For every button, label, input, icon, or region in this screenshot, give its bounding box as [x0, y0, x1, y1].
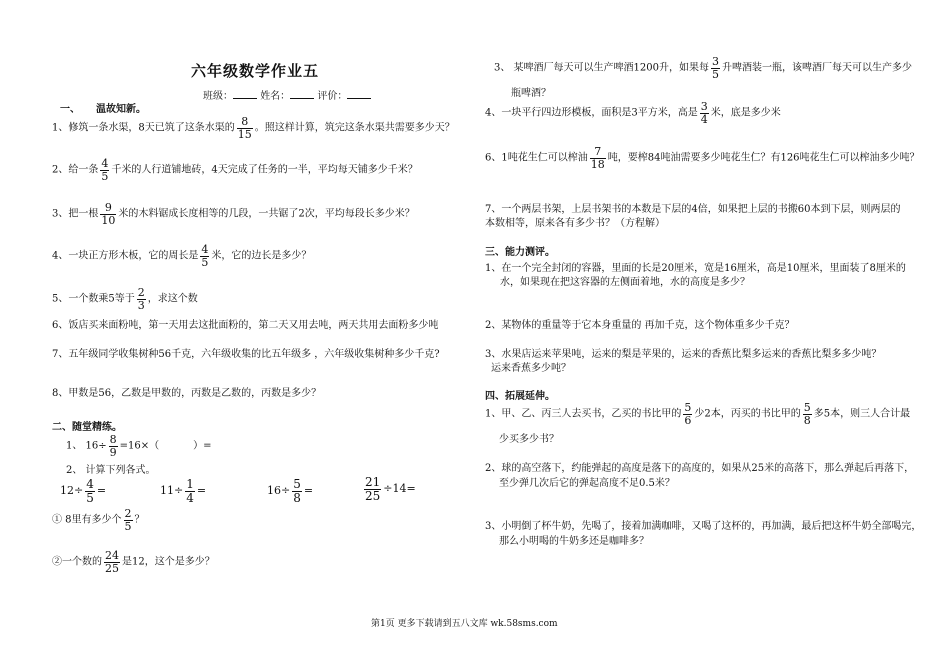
question-t2-cont: 至少弹几次后它的弹起高度不足0.5米？	[499, 478, 675, 489]
section-1-heading: 一、 温故知新。	[60, 104, 146, 115]
question-4: 4、一块正方形木板，它的周长是 $\frac{4}{5}$ 米，它的边长是多少？	[52, 243, 312, 269]
question-6: 6、饭店买来面粉吨，第一天用去这批面粉的，第二天又用去吨，两天共用去面粉多少吨	[52, 320, 439, 331]
calc-2: 11÷ $\frac{1}{4}$ =	[160, 477, 207, 505]
calc-question-2: ②一个数的 $\frac{24}{25}$ 是12，这个是多少？	[52, 549, 215, 575]
question-t3-cont: 那么小明喝的牛奶多还是咖啡多？	[499, 536, 649, 547]
question-s3-cont: 运来香蕉多少吨？	[491, 363, 571, 374]
calc-4: $\frac{21}{25}$ ÷14=	[365, 475, 416, 503]
question-3: 3、把一根 $\frac{9}{10}$ 米的木料锯成长度相等的几段，一共锯了2次，平均每段长多少米？	[52, 201, 415, 227]
section-2-heading: 二、随堂精练。	[52, 422, 122, 433]
section-4-heading: 四、拓展延伸。	[485, 391, 555, 402]
question-t1-cont: 少买多少书？	[499, 434, 559, 445]
question-t3: 3、小明倒了杯牛奶，先喝了，接着加满咖啡，又喝了这杯的，再加满，最后把这杯牛奶全部喝完，	[485, 521, 922, 532]
question-5: 5、一个数乘5等于 $\frac{2}{3}$ ，求这个数	[52, 286, 198, 312]
calc-question-1: ① 8里有多少个 $\frac{2}{5}$ ？	[52, 507, 145, 533]
question-r7: 7、一个两层书架，上层书架书的本数是下层的4倍，如果把上层的书搬60本到下层，则两层的	[485, 204, 901, 215]
name-label: 姓名：	[260, 91, 291, 102]
question-r7-cont: 本数相等，原来各有多少书？（方程解）	[485, 218, 665, 229]
eval-label: 评价：	[317, 91, 348, 102]
question-r3: 3、 某啤酒厂每天可以生产啤酒1200升，如果每 $\frac{3}{5}$ 升啤酒装一瓶，该啤酒厂每天可以生产多少	[494, 55, 912, 81]
question-s1: 1、在一个完全封闭的容器，里面的长是20厘米，宽是16厘米，高是10厘米，里面装了8厘米的	[485, 263, 906, 274]
question-t1: 1、甲、乙、丙三人去买书，乙买的书比甲的 $\frac{5}{6}$ 少2本，丙买的书比甲的 $\frac{5}{8}$ 多5本，则三人合计最	[485, 401, 911, 427]
question-8: 8、甲数是56，乙数是甲数的，丙数是乙数的，丙数是多少？	[52, 388, 322, 399]
question-7: 7、五年级同学收集树种56千克，六年级收集的比五年级多 ，六年级收集树种多少千克?	[52, 349, 440, 360]
question-s2: 2、某物体的重量等于它本身重量的 再加千克，这个物体重多少千克？	[485, 320, 795, 331]
name-blank	[290, 89, 314, 99]
eval-blank	[347, 89, 371, 99]
question-r4: 4、一块平行四边形模板，面积是3平方米，高是 $\frac{3}{4}$ 米，底是多少米	[485, 100, 781, 126]
section-3-heading: 三、能力测评。	[485, 247, 555, 258]
question-s1-cont: 水，如果现在把这容器的左侧面着地，水的高度是多少？	[500, 277, 750, 288]
question-r3-cont: 瓶啤酒？	[511, 88, 551, 99]
class-label: 班级：	[203, 91, 233, 102]
calc-1: 12÷ $\frac{4}{5}$ =	[60, 477, 107, 505]
question-s3: 3、水果店运来苹果吨，运来的梨是苹果的，运来的香蕉比梨多运来的香蕉比梨多多少吨？	[485, 349, 882, 360]
question-r6: 6、1吨花生仁可以榨油 $\frac{7}{18}$ 吨，要榨84吨油需要多少吨花生仁？有126吨花生仁可以榨油多少吨？	[485, 145, 920, 171]
class-blank	[233, 89, 257, 99]
question-t2: 2、球的高空落下，约能弹起的高度是落下的高度的，如果从25米的高落下，那么弹起后再落下，	[485, 463, 915, 474]
page-footer: 第1页 更多下载请到五八文库 wk.58sms.com	[371, 619, 558, 629]
page-title: 六年级数学作业五	[191, 62, 320, 80]
student-info	[203, 87, 371, 102]
practice-1: 1、 16÷ $\frac{8}{9}$ =16×（ ）=	[66, 433, 212, 459]
question-1: 1、修筑一条水渠，8天已筑了这条水渠的 $\frac{8}{15}$ 。照这样计算，筑完这条水渠共需要多少天？	[52, 115, 455, 141]
question-2: 2、给一条 $\frac{4}{5}$ 千米的人行道铺地砖，4天完成了任务的一半，平均每天铺多少千米？	[52, 157, 418, 183]
practice-2: 2、 计算下列各式。	[66, 465, 156, 476]
calc-3: 16÷ $\frac{5}{8}$ =	[267, 477, 314, 505]
